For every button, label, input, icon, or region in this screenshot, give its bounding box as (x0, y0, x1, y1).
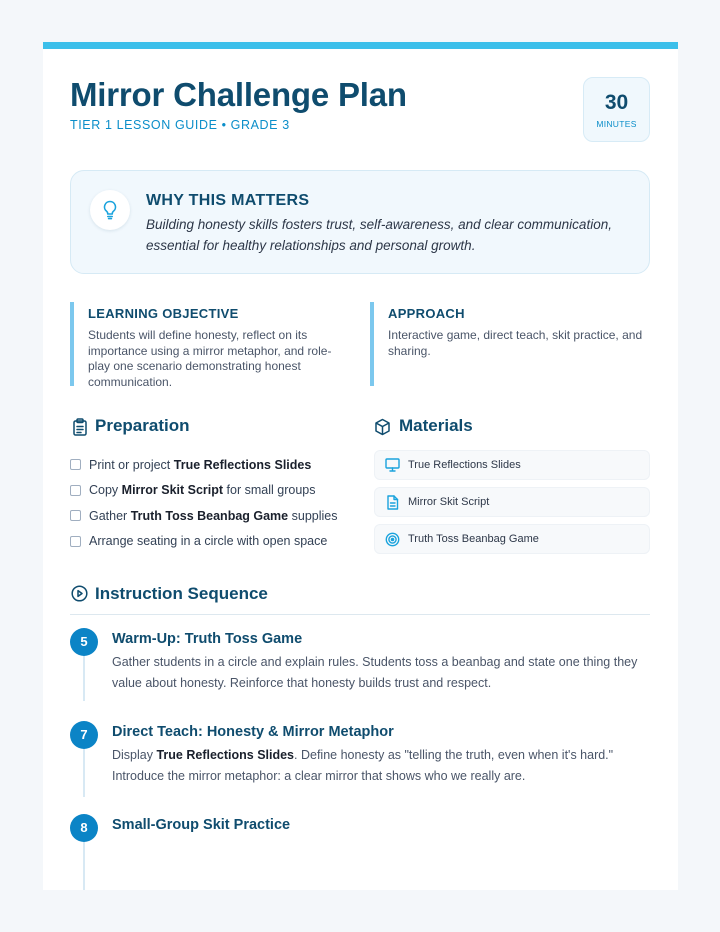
material-label: True Reflections Slides (408, 459, 521, 471)
checkbox[interactable] (70, 510, 81, 521)
clipboard-icon (72, 418, 88, 441)
why-text: Building honesty skills fosters trust, self-awareness, and clear communication, essential for healthy relationships and personal growth. (146, 217, 612, 253)
step-title: Warm-Up: Truth Toss Game (112, 631, 303, 647)
learning-objective (70, 302, 355, 389)
material-item (374, 487, 650, 517)
step-title: Small-Group Skit Practice (112, 817, 291, 833)
prep-item[interactable]: Copy Mirror Skit Script for small groups (70, 478, 360, 504)
monitor-icon (383, 456, 401, 474)
document-icon (383, 493, 401, 511)
approach (370, 302, 655, 386)
page-subtitle: TIER 1 LESSON GUIDE • GRADE 3 (70, 118, 290, 132)
why-heading: WHY THIS MATTERS (146, 192, 310, 209)
box-icon (374, 418, 391, 441)
top-accent-bar (43, 42, 678, 49)
approach-heading: APPROACH (388, 306, 465, 321)
why-this-matters-callout (70, 170, 650, 274)
checkbox[interactable] (70, 459, 81, 470)
objective-heading: LEARNING OBJECTIVE (88, 306, 239, 321)
checkbox[interactable] (70, 536, 81, 547)
preparation-checklist (70, 452, 360, 554)
timeline-connector (83, 842, 85, 890)
prep-item[interactable]: Arrange seating in a circle with open space (70, 529, 360, 555)
material-item (374, 450, 650, 480)
material-label: Truth Toss Beanbag Game (408, 533, 539, 545)
duration-badge (583, 77, 650, 142)
timeline-connector (83, 656, 85, 701)
material-item (374, 524, 650, 554)
preparation-heading: Preparation (95, 416, 190, 435)
timeline-connector (83, 749, 85, 797)
prep-item[interactable]: Print or project True Reflections Slides (70, 452, 360, 478)
step-description: Gather students in a circle and explain rules. Students toss a beanbag and state one thing they value about honesty. Reinforce that honesty builds trust and respect. (112, 655, 638, 690)
lesson-plan-page (43, 42, 678, 890)
approach-text: Interactive game, direct teach, skit practice, and sharing. (388, 328, 643, 358)
page-title: Mirror Challenge Plan (70, 76, 407, 113)
step-title: Direct Teach: Honesty & Mirror Metaphor (112, 724, 394, 740)
step-number-badge: 5 (70, 628, 98, 656)
section-divider (70, 614, 650, 615)
step-description: Display True Reflections Slides. Define honesty as "telling the truth, even when it's hard." Introduce the mirror metaphor: a clear mirror that shows who we really are. (112, 748, 614, 783)
step-number-badge: 8 (70, 814, 98, 842)
lightbulb-icon (90, 190, 130, 230)
prep-item[interactable]: Gather Truth Toss Beanbag Game supplies (70, 503, 360, 529)
duration-value: 30 (604, 91, 629, 114)
step-number-badge: 7 (70, 721, 98, 749)
target-icon (383, 530, 401, 548)
objective-text: Students will define honesty, reflect on its importance using a mirror metaphor, and role-play one scenario demonstrating honest communication. (88, 328, 332, 389)
materials-heading: Materials (399, 416, 473, 435)
instruction-sequence-heading: Instruction Sequence (95, 584, 268, 603)
material-label: Mirror Skit Script (408, 496, 490, 508)
play-circle-icon (71, 585, 88, 607)
duration-unit: MINUTES (596, 119, 637, 129)
checkbox[interactable] (70, 485, 81, 496)
